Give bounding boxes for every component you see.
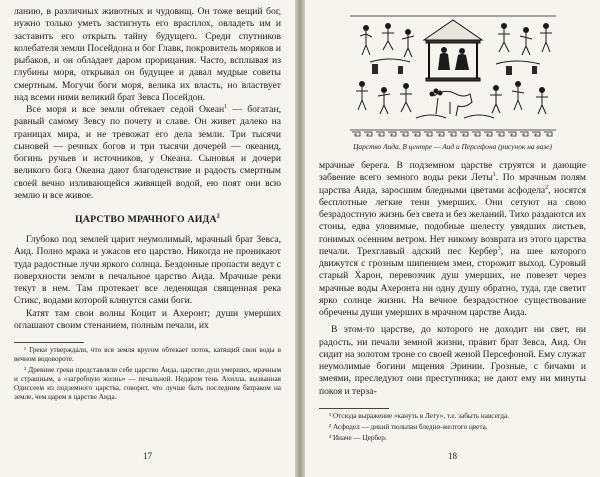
left-paragraph-2-start: Все моря и все земли обтекает седой Океан bbox=[26, 104, 225, 115]
left-paragraph-1: ланию, в различных животных и чудовищ. Он тоже вещий бог, нужно только уметь застигнуть его врасплох, овладеть им и заставить его открыть тайну будущего. Среди спутников колебателя земли Посейдона и бог Главк, покровитель моряков и рыбаков, и он обладает даром прорицания. Часто, всплывая из глубины моря, открывал он будущее и давал мудрые советы смертным. Могучи боги моря, велика их власть, но властвует над всеми ними великий брат Зевса Посейдон. bbox=[14, 6, 281, 103]
left-footnote-1: ¹ Греки утверждали, что вся земля кругом обтекает поток, катящий свои воды в вечном водовороте. bbox=[14, 346, 281, 363]
page-number-left: 17 bbox=[143, 451, 152, 461]
vase-painting-image bbox=[346, 6, 560, 138]
right-page bbox=[305, 0, 600, 477]
right-paragraph-1 bbox=[319, 160, 586, 319]
footnote-divider-right bbox=[319, 408, 389, 409]
right-paragraph-1-d: , на шее которого движутся с грозным шипением змеи, сторожит выход. Суровый старый Харон, перевозчик душ умерших, не повезет через мрачные воды Ахеронта ни одну душу обратно, туда, где светит ярко солнце жизни. На вечное безрадостное существование обречены души умерших в мрачном царстве Аида. bbox=[319, 245, 586, 318]
right-paragraph-1-b: . По мрачным полям царства Аида, заросшим бледными цветами асфодела bbox=[319, 172, 586, 196]
left-page bbox=[0, 0, 295, 477]
page-number-right: 18 bbox=[448, 451, 457, 461]
right-paragraph-1-a: мрачные берега. В подземном царстве струятся и дающие забвение всего земного воды реки Леты bbox=[319, 160, 586, 184]
footnote-marker-2: 2 bbox=[216, 213, 220, 220]
left-paragraph-3: Глубоко под землей царит неумолимый, мрачный брат Зевса, Аид. Полно мрака и ужасов его царство. Никогда не проникают туда радостные лучи яркого солнца. Бездонные пропасти ведут с поверхности земли в печальное царство Аида. Мрачные реки текут в нем. Там протекает все леденящая священная река Стикс, водами которой клянутся сами боги. bbox=[14, 234, 281, 307]
right-footnote-1: ¹ Отсюда выражение «кануть в Лету», т.е. забыть навсегда. bbox=[329, 411, 509, 420]
left-footnote-2: ² Древние греки представляли себе царство Аида, царство душ умерших, мрачным и страшным, а «загробную жизнь» — печальной. Недаром тень Ахилла, вызванная Одиссеем из подземного царства, говорит, что лучше быть последним батраком на земле, чем царем в царстве Аида. bbox=[14, 366, 281, 401]
book-gutter bbox=[295, 0, 305, 477]
right-paragraph-2: В этом-то царстве, до которого не доходит ни свет, ни радость, ни печали земной жизни, правит брат Зевса, Аид. Он сидит на золотом троне со своей женой Персефоной. Ему служат неумолимые богини мщения Эринии. Грозные, с бичами и змеями, преследуют они преступника; не дают ему ни минуты покоя и терза- bbox=[319, 324, 586, 397]
left-paragraph-4: Катят там свои волны Коцит и Ахеронт; души умерших оглашают своим стенанием, полным печали, их bbox=[14, 307, 281, 331]
footnote-marker-r3: 3 bbox=[497, 245, 501, 252]
left-paragraph-2 bbox=[14, 104, 281, 202]
footnote-marker-r1: 1 bbox=[492, 172, 496, 179]
chapter-heading-text: ЦАРСТВО МРАЧНОГО АИДА bbox=[75, 214, 217, 225]
vase-illustration bbox=[346, 6, 560, 138]
right-footnote-2: ² Асфодел — дикий тюльпан бледно-желтого цвета. bbox=[329, 422, 488, 431]
footnote-marker-1: 1 bbox=[224, 103, 228, 110]
left-paragraph-2-end: — богатан, равный самому Зевсу по почету и славе. Он живет далеко на границах мира, и не тревожат его дела земли. Три тысячи сыновей — речных богов и три тысячи дочерей — океанид, богинь ручьев и источников, у Океана. Сыновья и дочери великого бога Океана дают благоденствие и радость смертным своей вечно изливающейся живящей водой, ею поят они всю землю и все живое. bbox=[14, 104, 281, 201]
footnote-divider bbox=[14, 342, 84, 343]
figure-caption: Царство Аида. В центре — Аид и Персефона (рисунок на вазе) bbox=[353, 142, 552, 151]
chapter-heading bbox=[14, 214, 281, 225]
right-footnote-3: ³ Иначе — Цербер. bbox=[329, 433, 387, 442]
right-paragraph-1-c: , носятся бесплотные легкие тени умерших. Они сетуют на свою безрадостную жизнь без света и без желаний. Тихо раздаются их стоны, едва уловимые, подобные шелесту увядших листьев, гонимых осенним ветром. Нет никому возврата из этого царства печали. Трехглавый адский пес Кербер bbox=[319, 184, 586, 257]
footnote-marker-r2: 2 bbox=[545, 184, 549, 191]
